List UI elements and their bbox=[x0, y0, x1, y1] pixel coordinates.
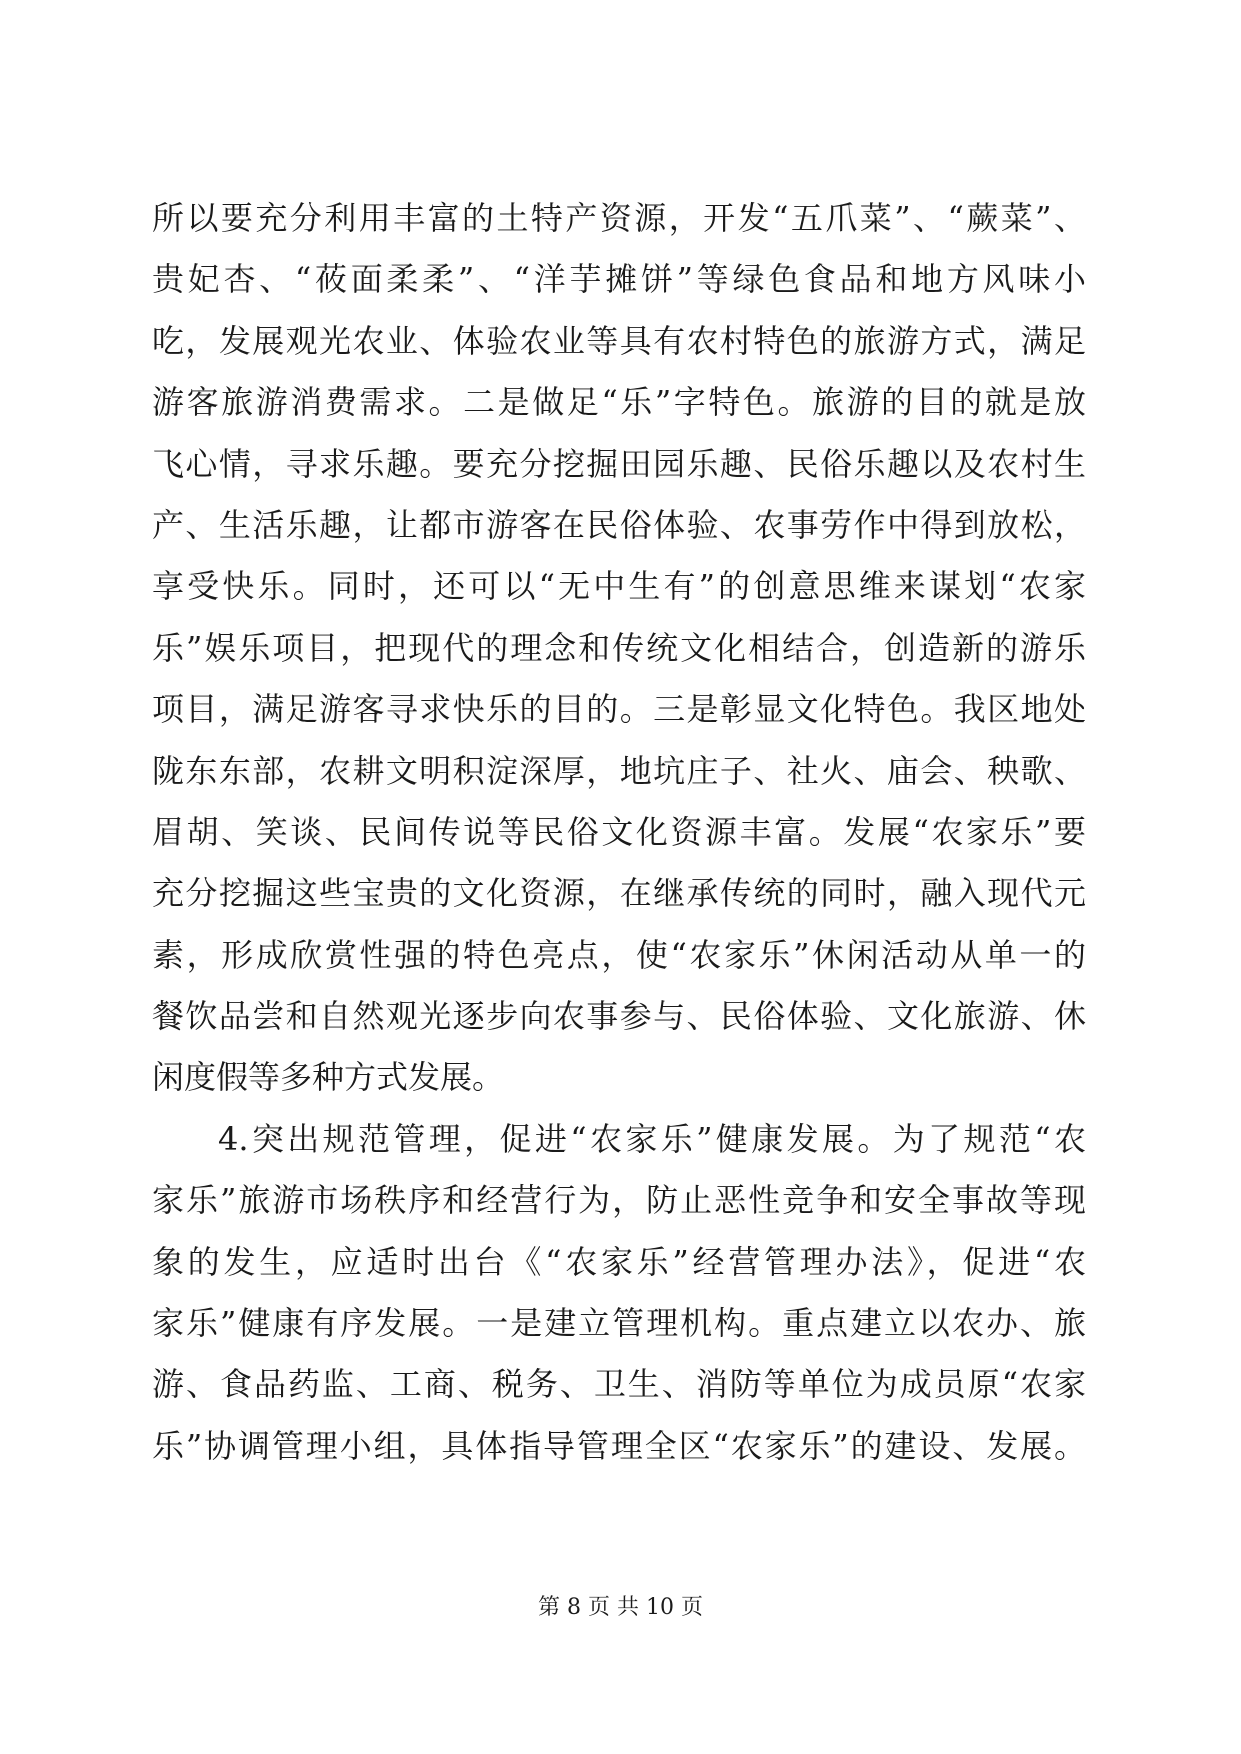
text-line: 闲度假等多种方式发展。 bbox=[152, 1058, 505, 1097]
text-line: 乐”娱乐项目，把现代的理念和传统文化相结合，创造新的游乐 bbox=[152, 628, 1086, 667]
text-line: 所以要充分利用丰富的土特产资源，开发“五爪菜”、“蕨菜”、 bbox=[152, 199, 1086, 237]
body-text bbox=[152, 188, 1086, 1477]
text-line: 象的发生，应适时出台《“农家乐”经营管理办法》，促进“农 bbox=[152, 1242, 1086, 1281]
text-line: 餐饮品尝和自然观光逐步向农事参与、民俗体验、文化旅游、休 bbox=[152, 997, 1086, 1036]
text-line: 乐”协调管理小组，具体指导管理全区“农家乐”的建设、发展。 bbox=[152, 1426, 1086, 1465]
text-line: 素，形成欣赏性强的特色亮点，使“农家乐”休闲活动从单一的 bbox=[152, 935, 1086, 974]
page-number-footer: 第 8 页 共 10 页 bbox=[538, 1595, 703, 1620]
text-line: 充分挖掘这些宝贵的文化资源，在继承传统的同时，融入现代元 bbox=[152, 874, 1086, 913]
text-line: 吃，发展观光农业、体验农业等具有农村特色的旅游方式，满足 bbox=[152, 321, 1086, 360]
text-line: 4.突出规范管理，促进“农家乐”健康发展。为了规范“农 bbox=[218, 1119, 1086, 1158]
text-line: 享受快乐。同时，还可以“无中生有”的创意思维来谋划“农家 bbox=[152, 567, 1086, 606]
text-line: 飞心情，寻求乐趣。要充分挖掘田园乐趣、民俗乐趣以及农村生 bbox=[152, 444, 1086, 483]
text-line: 项目，满足游客寻求快乐的目的。三是彰显文化特色。我区地处 bbox=[152, 690, 1086, 729]
text-line: 游、食品药监、工商、税务、卫生、消防等单位为成员原“农家 bbox=[152, 1365, 1086, 1404]
text-line: 眉胡、笑谈、民间传说等民俗文化资源丰富。发展“农家乐”要 bbox=[152, 812, 1086, 851]
text-line: 产、生活乐趣，让都市游客在民俗体验、农事劳作中得到放松， bbox=[152, 505, 1086, 544]
text-line: 家乐”健康有序发展。一是建立管理机构。重点建立以农办、旅 bbox=[152, 1304, 1086, 1343]
text-line: 游客旅游消费需求。二是做足“乐”字特色。旅游的目的就是放 bbox=[152, 383, 1086, 422]
text-line: 贵妃杏、“莜面柔柔”、“洋芋摊饼”等绿色食品和地方风味小 bbox=[152, 260, 1086, 299]
text-line: 陇东东部，农耕文明积淀深厚，地坑庄子、社火、庙会、秧歌、 bbox=[152, 751, 1086, 790]
text-line: 家乐”旅游市场秩序和经营行为，防止恶性竞争和安全事故等现 bbox=[152, 1181, 1086, 1220]
